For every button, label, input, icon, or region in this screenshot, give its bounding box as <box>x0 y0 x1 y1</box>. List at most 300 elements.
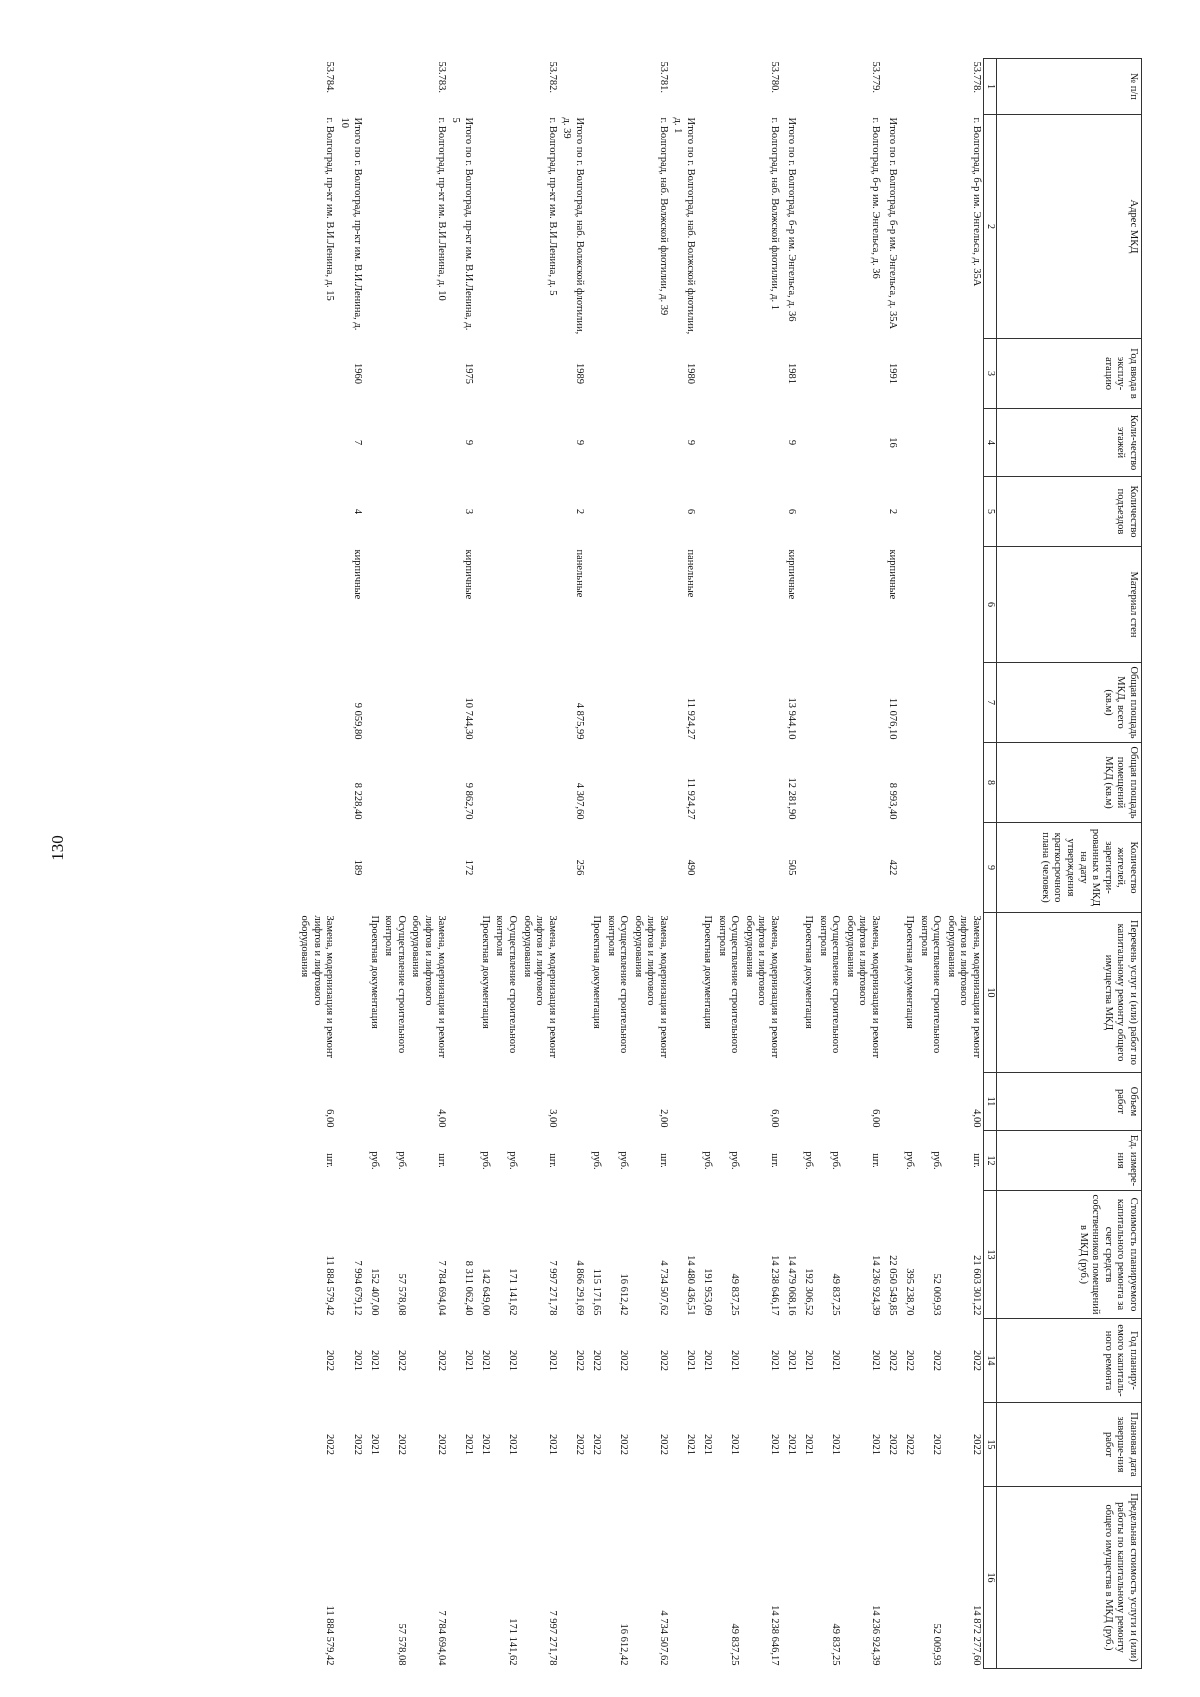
table-cell <box>815 743 842 823</box>
table-cell <box>815 823 842 913</box>
table-cell <box>448 1131 475 1191</box>
table-cell <box>798 1487 815 1669</box>
column-number-7: 7 <box>984 663 997 743</box>
table-cell: 2022 <box>618 1350 630 1371</box>
table-cell <box>670 1487 697 1669</box>
table-cell <box>882 1131 899 1191</box>
table-cell: 2021 <box>506 1434 518 1455</box>
table-cell: 49 837,25 <box>830 1623 842 1666</box>
table-row <box>630 59 670 1669</box>
table-cell: Проектная документация <box>590 915 602 1029</box>
table-cell: 49 837,25 <box>729 1273 741 1316</box>
column-header-5: Количество подъездов <box>997 477 1142 547</box>
table-cell <box>364 547 381 663</box>
table-cell <box>603 339 630 409</box>
column-header-2: Адрес МКД <box>997 115 1142 339</box>
table-cell: 2021 <box>870 1350 882 1371</box>
table-cell: руб. <box>904 1151 916 1170</box>
table-cell: шт. <box>546 1153 558 1168</box>
table-row <box>815 59 842 1669</box>
table-cell <box>492 339 519 409</box>
table-cell <box>448 913 475 1073</box>
table-cell: 171 141,62 <box>506 1618 518 1666</box>
column-number-12: 12 <box>984 1131 997 1191</box>
table-cell <box>586 663 603 743</box>
column-header-10: Перечень услуг и (или) работ по капитальному ремонту общего имущества МКД <box>997 913 1142 1073</box>
column-number-row <box>984 59 997 1669</box>
table-cell: 7 997 271,78 <box>546 1260 558 1316</box>
table-cell <box>475 115 492 339</box>
table-cell: 2022 <box>573 1434 585 1455</box>
table-cell: 2021 <box>786 1434 798 1455</box>
table-cell: 505 <box>786 859 798 876</box>
table-cell: 53.783. <box>435 61 447 93</box>
table-cell: 2021 <box>830 1434 842 1455</box>
table-cell: 49 837,25 <box>729 1623 741 1666</box>
table-cell: 2021 <box>479 1350 491 1371</box>
table-row <box>741 59 781 1669</box>
table-cell <box>492 115 519 339</box>
table-cell <box>475 1487 492 1669</box>
table-cell: кирпичные <box>462 549 474 600</box>
table-cell <box>603 59 630 115</box>
header-row <box>997 59 1142 1669</box>
table-cell: 2022 <box>435 1350 447 1371</box>
table-cell <box>475 547 492 663</box>
table-cell <box>842 477 882 547</box>
table-cell <box>603 409 630 477</box>
column-header-16: Предельная стоимость услуги и (или) работы по капитальному ремонту общего имущества в МКД (руб.) <box>997 1487 1142 1669</box>
table-cell <box>519 409 559 477</box>
table-cell: 4 307,60 <box>573 782 585 820</box>
table-cell: Проектная документация <box>904 915 916 1029</box>
table-row <box>916 59 943 1669</box>
table-cell <box>798 59 815 115</box>
table-cell <box>586 547 603 663</box>
table-cell <box>408 547 448 663</box>
column-header-9: Количество жителей, зарегистри-рованных в МКД на дату утверждения краткосрочного плана (человек) <box>997 823 1142 913</box>
table-cell <box>943 823 983 913</box>
table-cell <box>714 547 741 663</box>
table-cell: 2022 <box>618 1434 630 1455</box>
table-cell <box>899 339 916 409</box>
table-cell: 2021 <box>769 1434 781 1455</box>
table-cell: 2 <box>887 508 899 515</box>
table-cell <box>798 409 815 477</box>
table-cell <box>381 823 408 913</box>
table-cell: 4 866 291,69 <box>573 1260 585 1316</box>
table-cell <box>916 409 943 477</box>
column-number-8: 8 <box>984 743 997 823</box>
column-header-11: Объем работ <box>997 1073 1142 1131</box>
table-cell: шт. <box>769 1153 781 1168</box>
table-cell <box>815 59 842 115</box>
table-cell: г. Волгоград, пр-кт им. В.И.Ленина, д. 15 <box>324 117 336 301</box>
table-cell: 4 734 507,62 <box>657 1260 669 1316</box>
table-cell: 53.780. <box>769 61 781 93</box>
table-cell <box>364 1487 381 1669</box>
table-cell: 1991 <box>887 363 899 384</box>
table-cell: 4 <box>351 508 363 515</box>
table-cell: 2022 <box>887 1434 899 1455</box>
table-cell <box>630 409 670 477</box>
table-cell: 1975 <box>462 363 474 384</box>
table-cell <box>899 823 916 913</box>
table-cell: 2021 <box>462 1350 474 1371</box>
table-cell <box>408 743 448 823</box>
column-header-13: Стоимость планируемого капитального ремонта за счет средств собственников помещений в МКД (руб.) <box>997 1191 1142 1319</box>
table-cell <box>297 743 337 823</box>
table-cell <box>815 339 842 409</box>
table-cell <box>448 1487 475 1669</box>
table-cell <box>364 823 381 913</box>
table-cell <box>586 743 603 823</box>
table-cell: 2021 <box>351 1350 363 1371</box>
table-cell <box>603 823 630 913</box>
table-cell <box>381 409 408 477</box>
table-cell: 9 <box>573 439 585 446</box>
table-cell <box>899 409 916 477</box>
table-cell <box>364 59 381 115</box>
table-cell: г. Волгоград, наб. Волжской флотилии, д. 1 <box>769 117 781 311</box>
table-cell: 2,00 <box>657 1109 669 1128</box>
table-cell <box>714 59 741 115</box>
table-cell <box>842 409 882 477</box>
column-number-9: 9 <box>984 823 997 913</box>
table-cell <box>815 663 842 743</box>
table-cell: шт. <box>657 1153 669 1168</box>
table-cell <box>798 663 815 743</box>
table-cell <box>297 823 337 913</box>
table-cell: 2022 <box>657 1434 669 1455</box>
table-cell: 2021 <box>685 1350 697 1371</box>
table-cell: 7 994 679,12 <box>351 1260 363 1316</box>
table-cell <box>781 1131 798 1191</box>
table-cell: 9 059,80 <box>351 702 363 740</box>
table-cell <box>492 823 519 913</box>
table-cell <box>714 823 741 913</box>
table-cell <box>603 743 630 823</box>
table-cell <box>475 743 492 823</box>
table-cell <box>882 1487 899 1669</box>
table-cell: 142 649,00 <box>479 1268 491 1316</box>
table-cell: 2021 <box>462 1434 474 1455</box>
table-cell: 52 009,93 <box>931 1273 943 1316</box>
table-cell: 152 407,00 <box>368 1268 380 1316</box>
table-cell: 14 236 924,39 <box>870 1255 882 1316</box>
table-cell: 2022 <box>931 1350 943 1371</box>
table-cell <box>475 339 492 409</box>
table-cell: 3,00 <box>546 1109 558 1128</box>
table-cell <box>670 1073 697 1131</box>
table-cell: 2022 <box>657 1350 669 1371</box>
table-cell <box>559 1073 586 1131</box>
table-cell: 1960 <box>351 363 363 384</box>
table-cell <box>630 477 670 547</box>
table-cell <box>741 477 781 547</box>
table-cell <box>899 115 916 339</box>
table-cell <box>899 477 916 547</box>
table-cell <box>916 1073 943 1131</box>
table-cell <box>916 59 943 115</box>
table-cell <box>475 823 492 913</box>
table-cell <box>842 547 882 663</box>
table-cell: кирпичные <box>887 549 899 600</box>
table-cell <box>670 59 697 115</box>
table-cell: руб. <box>590 1151 602 1170</box>
table-cell <box>297 477 337 547</box>
table-row <box>559 59 586 1669</box>
table-cell <box>697 477 714 547</box>
table-cell <box>670 1131 697 1191</box>
table-cell: 12 281,90 <box>786 777 798 820</box>
table-cell: г. Волгоград, пр-кт им. В.И.Ленина, д. 5 <box>546 117 558 296</box>
table-row <box>670 59 697 1669</box>
table-cell: 2022 <box>351 1434 363 1455</box>
table-cell: 57 578,08 <box>395 1623 407 1666</box>
table-cell: 256 <box>573 859 585 876</box>
column-number-14: 14 <box>984 1319 997 1403</box>
table-cell <box>916 663 943 743</box>
table-cell <box>381 339 408 409</box>
table-cell <box>815 477 842 547</box>
table-cell <box>586 339 603 409</box>
table-cell: 11 924,27 <box>685 697 697 740</box>
table-row <box>943 59 983 1669</box>
table-cell: 14 872 277,60 <box>971 1605 982 1666</box>
table-cell: 9 862,70 <box>462 782 474 820</box>
table-cell <box>559 1131 586 1191</box>
table-cell: кирпичные <box>351 549 363 600</box>
table-cell: 14 479 068,16 <box>786 1255 798 1316</box>
table-cell: руб. <box>729 1151 741 1170</box>
table-cell <box>603 1073 630 1131</box>
table-row <box>448 59 475 1669</box>
table-cell: Итого по г. Волгоград, наб. Волжской флотилии, д. 1 <box>672 117 697 335</box>
table-cell <box>916 743 943 823</box>
table-cell <box>714 743 741 823</box>
table-cell: руб. <box>618 1151 630 1170</box>
table-cell: руб. <box>702 1151 714 1170</box>
table-cell <box>842 663 882 743</box>
table-cell <box>899 1073 916 1131</box>
table-cell: 1981 <box>786 363 798 384</box>
table-cell <box>741 743 781 823</box>
table-cell <box>943 663 983 743</box>
table-cell: 171 141,62 <box>506 1268 518 1316</box>
table-cell: 395 238,70 <box>904 1268 916 1316</box>
table-cell: 2021 <box>830 1350 842 1371</box>
table-cell: 2021 <box>769 1350 781 1371</box>
table-cell: 53.778. <box>971 61 982 93</box>
table-cell <box>781 59 798 115</box>
table-cell <box>916 823 943 913</box>
table-cell: 172 <box>462 859 474 876</box>
table-cell <box>297 663 337 743</box>
table-cell <box>475 409 492 477</box>
table-cell: Осуществление строительного контроля <box>494 915 518 1054</box>
table-cell <box>899 1487 916 1669</box>
column-header-7: Общая площадь МКД, всего (кв.м) <box>997 663 1142 743</box>
table-cell <box>586 477 603 547</box>
table-cell: 2021 <box>685 1434 697 1455</box>
table-cell <box>815 1073 842 1131</box>
table-cell: 11 884 579,42 <box>324 1605 336 1666</box>
table-cell <box>798 1073 815 1131</box>
table-cell: 7 997 271,78 <box>546 1610 558 1666</box>
table-cell <box>448 59 475 115</box>
table-cell <box>492 663 519 743</box>
table-cell <box>798 477 815 547</box>
table-cell <box>492 1073 519 1131</box>
table-cell: Осуществление строительного контроля <box>817 915 842 1054</box>
table-cell: Итого по г. Волгоград, пр-кт им. В.И.Ленина, д. 5 <box>450 117 474 331</box>
column-header-14: Год планиру-емого капиталь-ного ремонта <box>997 1319 1142 1403</box>
table-cell <box>798 823 815 913</box>
table-cell <box>381 547 408 663</box>
table-cell <box>916 115 943 339</box>
table-cell: 8 228,40 <box>351 782 363 820</box>
table-cell <box>899 547 916 663</box>
table-cell: 4,00 <box>435 1109 447 1128</box>
table-cell <box>697 409 714 477</box>
table-cell: 2022 <box>395 1434 407 1455</box>
table-cell <box>336 1073 363 1131</box>
table-cell <box>408 409 448 477</box>
table-cell: 2022 <box>324 1350 336 1371</box>
table-cell <box>603 547 630 663</box>
table-cell: 9 <box>685 439 697 446</box>
table-cell: 2021 <box>702 1434 714 1455</box>
table-cell <box>492 59 519 115</box>
table-cell <box>559 1487 586 1669</box>
table-cell <box>381 477 408 547</box>
table-cell <box>630 663 670 743</box>
column-number-10: 10 <box>984 913 997 1073</box>
table-cell <box>297 339 337 409</box>
table-cell: руб. <box>830 1151 842 1170</box>
column-number-15: 15 <box>984 1403 997 1487</box>
column-number-4: 4 <box>984 409 997 477</box>
table-cell <box>492 743 519 823</box>
table-cell <box>899 743 916 823</box>
table-cell <box>364 409 381 477</box>
table-cell: руб. <box>506 1151 518 1170</box>
table-cell: 6 <box>786 508 798 515</box>
table-cell <box>899 663 916 743</box>
table-cell: Проектная документация <box>803 915 815 1029</box>
table-cell: 2021 <box>546 1434 558 1455</box>
table-cell: 2022 <box>971 1434 982 1455</box>
table-cell <box>714 409 741 477</box>
table-cell <box>781 913 798 1073</box>
table-cell <box>519 339 559 409</box>
table-cell: 2022 <box>887 1350 899 1371</box>
column-header-12: Ед. измере-ния <box>997 1131 1142 1191</box>
table-cell <box>297 547 337 663</box>
column-number-2: 2 <box>984 115 997 339</box>
table-cell: Проектная документация <box>368 915 380 1029</box>
table-row <box>899 59 916 1669</box>
table-cell: 2022 <box>904 1434 916 1455</box>
table-cell: Итого по г. Волгоград, б-р им. Энгельса, д. 36 <box>786 117 798 322</box>
table-cell: 53.784. <box>324 61 336 93</box>
table-row <box>381 59 408 1669</box>
table-cell <box>714 1073 741 1131</box>
table-cell: 7 784 694,04 <box>435 1260 447 1316</box>
table-cell <box>364 339 381 409</box>
table-cell <box>697 743 714 823</box>
table-cell: Замена, модернизация и ремонт лифтов и лифтового оборудования <box>410 915 447 1059</box>
table-cell: 2021 <box>729 1350 741 1371</box>
table-cell <box>697 547 714 663</box>
table-row <box>408 59 448 1669</box>
table-cell <box>899 59 916 115</box>
table-cell: 6,00 <box>870 1109 882 1128</box>
column-number-5: 5 <box>984 477 997 547</box>
table-cell <box>586 409 603 477</box>
table-cell <box>842 339 882 409</box>
column-header-8: Общая площадь помещений МКД (кв.м) <box>997 743 1142 823</box>
table-cell <box>586 823 603 913</box>
column-number-6: 6 <box>984 547 997 663</box>
table-cell: 6,00 <box>769 1109 781 1128</box>
table-cell: г. Волгоград, наб. Волжской флотилии, д. 39 <box>657 117 669 316</box>
table-cell <box>519 477 559 547</box>
table-cell: 115 171,65 <box>590 1268 602 1316</box>
table-cell: 49 837,25 <box>830 1273 842 1316</box>
table-cell <box>336 1487 363 1669</box>
table-row <box>697 59 714 1669</box>
table-cell: 53.779. <box>870 61 882 93</box>
table-cell <box>943 339 983 409</box>
table-cell: руб. <box>931 1151 943 1170</box>
table-cell <box>697 1073 714 1131</box>
table-cell: Осуществление строительного контроля <box>605 915 630 1054</box>
table-cell <box>381 59 408 115</box>
table-cell: 3 <box>462 508 474 515</box>
table-cell <box>697 339 714 409</box>
table-cell <box>448 1073 475 1131</box>
table-cell <box>364 663 381 743</box>
table-cell: 2022 <box>573 1350 585 1371</box>
table-cell <box>364 477 381 547</box>
table-cell <box>586 59 603 115</box>
table-cell <box>943 743 983 823</box>
table-cell <box>492 547 519 663</box>
column-header-4: Коли-чество этажей <box>997 409 1142 477</box>
table-cell <box>603 477 630 547</box>
table-cell <box>519 663 559 743</box>
table-cell <box>842 823 882 913</box>
table-cell <box>815 547 842 663</box>
table-cell <box>603 115 630 339</box>
table-cell: 21 603 301,22 <box>971 1255 982 1316</box>
table-cell <box>336 1131 363 1191</box>
table-cell <box>815 409 842 477</box>
table-cell: 11 076,10 <box>887 697 899 740</box>
table-cell <box>798 339 815 409</box>
table-cell: 1989 <box>573 363 585 384</box>
table-cell: 16 612,42 <box>618 1623 630 1666</box>
table-cell: 2021 <box>702 1350 714 1371</box>
table-row <box>364 59 381 1669</box>
table-cell <box>714 477 741 547</box>
table-cell <box>798 115 815 339</box>
table-cell <box>408 477 448 547</box>
table-cell <box>603 663 630 743</box>
table-cell: 4 875,99 <box>573 702 585 740</box>
